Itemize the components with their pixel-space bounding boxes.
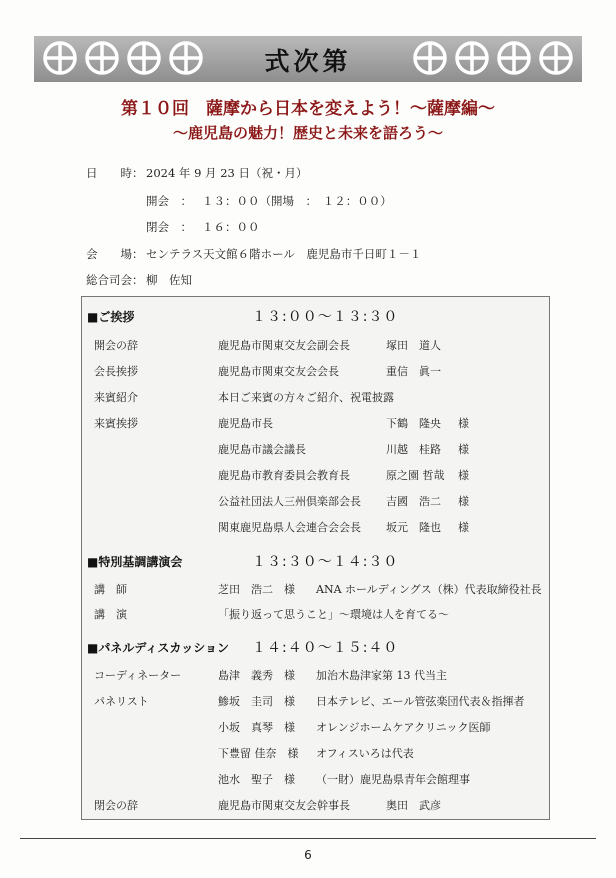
header-banner bbox=[34, 36, 582, 82]
row-desc: 加治木島津家第 13 代当主 bbox=[316, 669, 447, 682]
lecturer-label: 講 師 bbox=[94, 583, 127, 596]
close-label: 閉会 ： bbox=[146, 220, 192, 234]
venue-label: 会 場： bbox=[86, 247, 144, 261]
closing-name: 奥田 武彦 bbox=[386, 799, 441, 812]
row-name: 鯵坂 圭司 様 bbox=[218, 695, 295, 708]
row-name: 島津 義秀 様 bbox=[218, 669, 295, 682]
row-name: 吉國 浩二 bbox=[386, 495, 441, 508]
row-role: 会長挨拶 bbox=[94, 365, 138, 378]
row-desc: 日本テレビ、エール管弦楽団代表＆指揮者 bbox=[316, 695, 525, 708]
open-label: 開会 ： bbox=[146, 194, 192, 208]
row-role: コーディネーター bbox=[94, 669, 182, 682]
row-role: 来賓挨拶 bbox=[94, 417, 138, 430]
row-org: 関東鹿児島県人会連合会会長 bbox=[218, 521, 361, 534]
keynote-header: ■特別基調講演会 bbox=[87, 555, 183, 569]
row-name: 小坂 真琴 様 bbox=[218, 721, 295, 734]
row-name: 下豊留 佳奈 様 bbox=[218, 747, 299, 760]
row-role: パネリスト bbox=[94, 695, 149, 708]
row-honorific: 様 bbox=[458, 417, 469, 430]
row-org: 本日ご来賓の方々ご紹介、祝電披露 bbox=[218, 391, 394, 404]
row-org: 鹿児島市長 bbox=[218, 417, 273, 430]
row-desc: （一財）鹿児島県青年会館理事 bbox=[316, 773, 470, 786]
date-label: 日 時： bbox=[86, 166, 144, 180]
event-title: 第１０回 薩摩から日本を変えよう！～薩摩編～ bbox=[121, 99, 495, 119]
row-desc: オレンジホームケアクリニック医師 bbox=[316, 721, 491, 734]
row-name: 坂元 隆也 bbox=[386, 521, 441, 534]
lecturer-name: 芝田 浩二 様 bbox=[218, 583, 295, 596]
row-name: 原之園 哲哉 bbox=[386, 469, 445, 482]
row-honorific: 様 bbox=[458, 443, 469, 456]
mc-label: 総合司会： bbox=[86, 273, 144, 287]
program-box bbox=[81, 296, 550, 820]
row-org: 鹿児島市教育委員会教育長 bbox=[218, 469, 350, 482]
row-name: 塚田 道人 bbox=[386, 339, 441, 352]
panel-time: １４:４０～１５:４０ bbox=[252, 640, 399, 656]
row-role: 開会の辞 bbox=[94, 339, 138, 352]
keynote-time: １３:３０～１４:３０ bbox=[252, 554, 399, 570]
row-name: 池水 聖子 様 bbox=[218, 773, 295, 786]
row-role: 来賓紹介 bbox=[94, 391, 138, 404]
row-name: 重信 眞一 bbox=[386, 365, 441, 378]
row-honorific: 様 bbox=[458, 469, 469, 482]
venue: センテラス天文館６階ホール 鹿児島市千日町１－１ bbox=[146, 247, 422, 261]
closing-org: 鹿児島市関東交友会幹事長 bbox=[218, 799, 350, 812]
row-honorific: 様 bbox=[458, 495, 469, 508]
lecture-label: 講 演 bbox=[94, 608, 127, 621]
greetings-time: １３:００～１３:３０ bbox=[252, 309, 399, 325]
row-honorific: 様 bbox=[458, 521, 469, 534]
page-heading: 式次第 bbox=[264, 47, 352, 76]
greetings-header: ■ご挨拶 bbox=[87, 310, 135, 324]
close-time: １６：００ bbox=[202, 220, 260, 234]
mc-name: 柳 佐知 bbox=[146, 273, 192, 287]
lecturer-title: ANA ホールディングス（株）代表取締役社長 bbox=[316, 583, 542, 596]
row-desc: オフィスいろは代表 bbox=[316, 747, 414, 760]
row-name: 下鶴 隆央 bbox=[386, 417, 441, 430]
footer-divider bbox=[20, 838, 596, 839]
event-date: 2024 年 9 月 23 日（祝・月） bbox=[146, 166, 308, 180]
row-org: 鹿児島市関東交友会会長 bbox=[218, 365, 339, 378]
lecture-title: 「振り返って思うこと」～環境は人を育てる～ bbox=[218, 608, 449, 621]
panel-header: ■パネルディスカッション bbox=[87, 641, 230, 655]
row-name: 川越 桂路 bbox=[386, 443, 441, 456]
event-subtitle: ～鹿児島の魅力！歴史と未来を語ろう～ bbox=[172, 124, 443, 142]
page-number: 6 bbox=[304, 848, 312, 862]
closing-label: 閉会の辞 bbox=[94, 799, 138, 812]
open-time: １３：００（開場 ： １２：００） bbox=[202, 194, 392, 208]
row-org: 鹿児島市関東交友会副会長 bbox=[218, 339, 350, 352]
row-org: 公益社団法人三州倶楽部会長 bbox=[218, 495, 361, 508]
row-org: 鹿児島市議会議長 bbox=[218, 443, 306, 456]
